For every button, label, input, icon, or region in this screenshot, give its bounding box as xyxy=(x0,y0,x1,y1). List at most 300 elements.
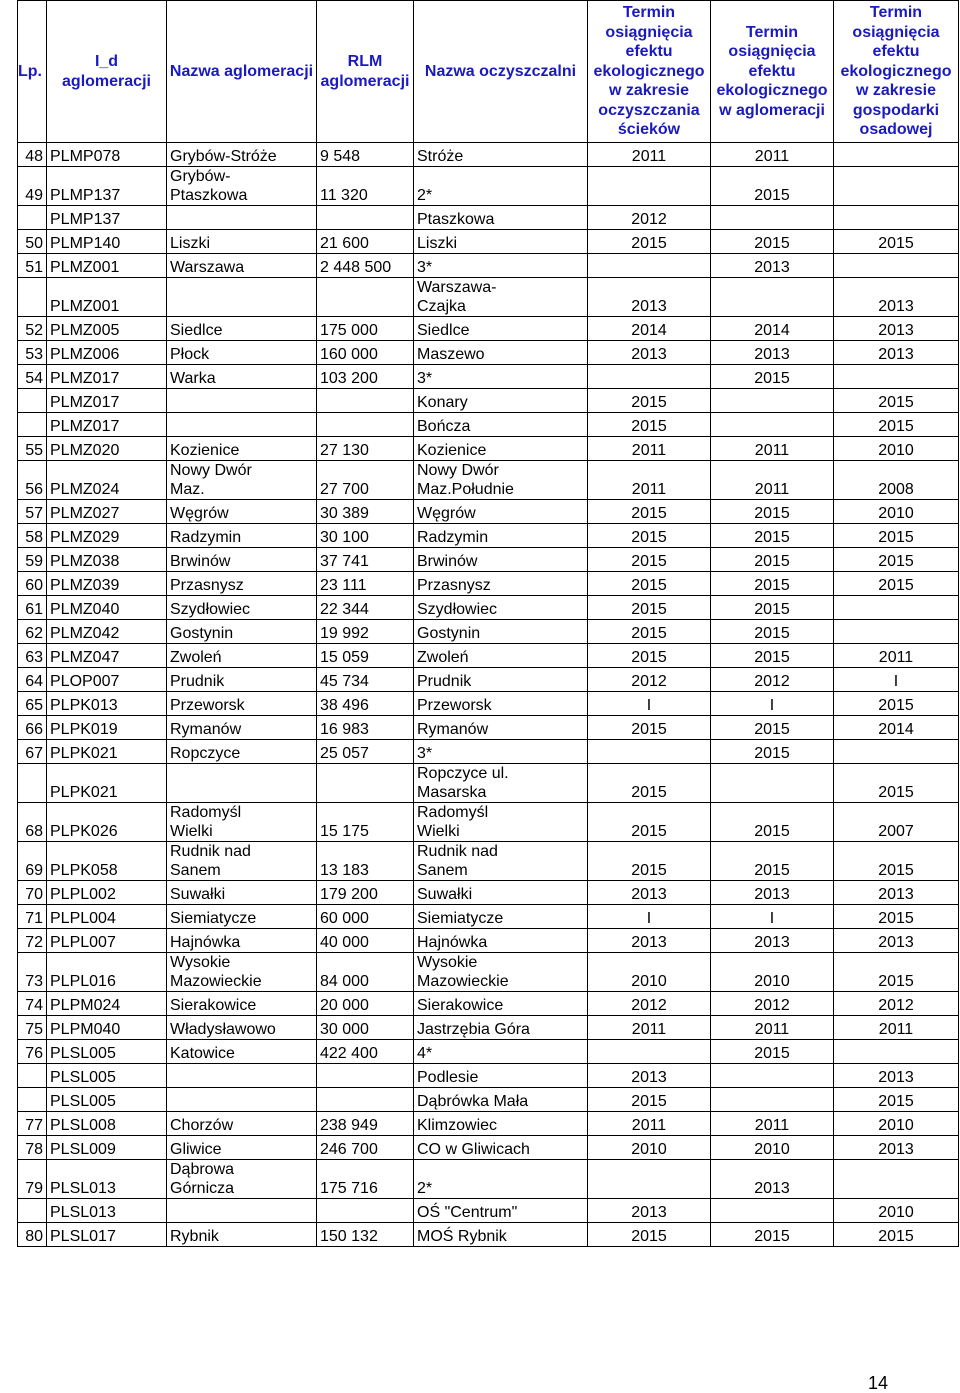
table-row xyxy=(18,500,959,524)
cell-term-plant: I xyxy=(588,692,711,716)
cell-plant: Przasnysz xyxy=(414,572,588,596)
cell-term-household: 2013 xyxy=(834,881,959,905)
cell-term-aglo: 2015 xyxy=(711,572,834,596)
cell-rlm: 103 200 xyxy=(317,365,414,389)
cell-term-plant: 2015 xyxy=(588,764,711,803)
table-row xyxy=(18,278,959,317)
cell-id: PLMZ029 xyxy=(47,524,167,548)
cell-term-plant: 2013 xyxy=(588,278,711,317)
cell-name xyxy=(167,278,317,317)
table-row xyxy=(18,341,959,365)
cell-id: PLMZ038 xyxy=(47,548,167,572)
cell-rlm: 179 200 xyxy=(317,881,414,905)
cell-term-plant xyxy=(588,365,711,389)
cell-term-plant: 2015 xyxy=(588,620,711,644)
table-row xyxy=(18,716,959,740)
cell-plant: Jastrzębia Góra xyxy=(414,1016,588,1040)
cell-plant: Rymanów xyxy=(414,716,588,740)
cell-term-aglo: 2015 xyxy=(711,1223,834,1247)
cell-rlm: 45 734 xyxy=(317,668,414,692)
cell-plant: Sierakowice xyxy=(414,992,588,1016)
cell-term-plant: 2015 xyxy=(588,1223,711,1247)
cell-plant: Warszawa- Czajka xyxy=(414,278,588,317)
cell-name: Siemiatycze xyxy=(167,905,317,929)
cell-term-plant: 2011 xyxy=(588,1016,711,1040)
cell-name: Gliwice xyxy=(167,1136,317,1160)
cell-term-aglo: 2014 xyxy=(711,317,834,341)
cell-term-plant: 2011 xyxy=(588,1112,711,1136)
cell-lp: 75 xyxy=(18,1016,47,1040)
cell-term-plant: 2010 xyxy=(588,953,711,992)
table-row xyxy=(18,1112,959,1136)
cell-name: Wysokie Mazowieckie xyxy=(167,953,317,992)
cell-plant: Ptaszkowa xyxy=(414,206,588,230)
cell-term-aglo: 2011 xyxy=(711,143,834,167)
cell-term-plant: 2015 xyxy=(588,803,711,842)
cell-term-household: 2015 xyxy=(834,524,959,548)
cell-term-aglo: 2015 xyxy=(711,500,834,524)
cell-name: Gostynin xyxy=(167,620,317,644)
table-row xyxy=(18,143,959,167)
cell-term-household xyxy=(834,167,959,206)
cell-lp xyxy=(18,413,47,437)
cell-id: PLMZ020 xyxy=(47,437,167,461)
cell-plant: 2* xyxy=(414,1160,588,1199)
cell-id: PLSL009 xyxy=(47,1136,167,1160)
cell-term-aglo: 2015 xyxy=(711,620,834,644)
cell-term-plant: 2015 xyxy=(588,1088,711,1112)
table-row xyxy=(18,764,959,803)
cell-name: Radomyśl Wielki xyxy=(167,803,317,842)
cell-lp xyxy=(18,1088,47,1112)
table-row xyxy=(18,668,959,692)
cell-term-household xyxy=(834,143,959,167)
cell-rlm: 9 548 xyxy=(317,143,414,167)
cell-name: Szydłowiec xyxy=(167,596,317,620)
cell-term-household: 2015 xyxy=(834,1088,959,1112)
cell-lp: 73 xyxy=(18,953,47,992)
cell-term-household: 2015 xyxy=(834,842,959,881)
cell-name: Dąbrowa Górnicza xyxy=(167,1160,317,1199)
cell-term-aglo: 2015 xyxy=(711,596,834,620)
cell-name: Sierakowice xyxy=(167,992,317,1016)
cell-name: Władysławowo xyxy=(167,1016,317,1040)
cell-name: Suwałki xyxy=(167,881,317,905)
cell-rlm: 20 000 xyxy=(317,992,414,1016)
cell-id: PLPM024 xyxy=(47,992,167,1016)
cell-term-household: 2015 xyxy=(834,389,959,413)
cell-term-aglo: I xyxy=(711,692,834,716)
cell-term-plant: 2015 xyxy=(588,596,711,620)
cell-name xyxy=(167,413,317,437)
cell-term-plant: 2011 xyxy=(588,461,711,500)
cell-lp: 80 xyxy=(18,1223,47,1247)
cell-rlm: 25 057 xyxy=(317,740,414,764)
cell-id: PLMZ005 xyxy=(47,317,167,341)
cell-id: PLMZ024 xyxy=(47,461,167,500)
cell-rlm: 16 983 xyxy=(317,716,414,740)
cell-rlm xyxy=(317,206,414,230)
cell-term-household: 2015 xyxy=(834,413,959,437)
cell-term-plant: 2015 xyxy=(588,572,711,596)
cell-name xyxy=(167,764,317,803)
cell-term-plant: 2015 xyxy=(588,230,711,254)
cell-plant: Hajnówka xyxy=(414,929,588,953)
cell-plant: Bończa xyxy=(414,413,588,437)
cell-term-aglo xyxy=(711,278,834,317)
cell-rlm: 84 000 xyxy=(317,953,414,992)
cell-term-plant: 2012 xyxy=(588,992,711,1016)
table-row xyxy=(18,206,959,230)
cell-term-plant: 2013 xyxy=(588,881,711,905)
cell-term-plant: 2015 xyxy=(588,716,711,740)
cell-plant: Rudnik nad Sanem xyxy=(414,842,588,881)
table-row xyxy=(18,692,959,716)
table-body xyxy=(18,143,959,1247)
cell-plant: Kozienice xyxy=(414,437,588,461)
table-row xyxy=(18,548,959,572)
table-row xyxy=(18,803,959,842)
cell-rlm: 15 059 xyxy=(317,644,414,668)
cell-name: Rudnik nad Sanem xyxy=(167,842,317,881)
cell-term-plant: 2015 xyxy=(588,389,711,413)
table-row xyxy=(18,365,959,389)
cell-term-aglo: 2015 xyxy=(711,842,834,881)
cell-lp: 74 xyxy=(18,992,47,1016)
cell-term-plant: 2013 xyxy=(588,929,711,953)
cell-term-plant xyxy=(588,740,711,764)
cell-rlm: 2 448 500 xyxy=(317,254,414,278)
cell-rlm: 175 000 xyxy=(317,317,414,341)
cell-term-aglo xyxy=(711,1064,834,1088)
table-row xyxy=(18,317,959,341)
cell-term-aglo: 2011 xyxy=(711,437,834,461)
cell-lp: 71 xyxy=(18,905,47,929)
cell-term-aglo: 2015 xyxy=(711,167,834,206)
cell-lp: 68 xyxy=(18,803,47,842)
cell-id: PLMZ006 xyxy=(47,341,167,365)
cell-term-aglo: 2015 xyxy=(711,644,834,668)
cell-id: PLMZ017 xyxy=(47,365,167,389)
cell-plant: Maszewo xyxy=(414,341,588,365)
cell-term-household: 2008 xyxy=(834,461,959,500)
cell-term-plant xyxy=(588,1160,711,1199)
cell-name: Rybnik xyxy=(167,1223,317,1247)
cell-name: Radzymin xyxy=(167,524,317,548)
cell-term-household: 2013 xyxy=(834,1064,959,1088)
cell-term-plant: 2013 xyxy=(588,341,711,365)
cell-id: PLPL004 xyxy=(47,905,167,929)
agglomeration-table xyxy=(17,0,959,1247)
header-term-aglo: Termin osiągnięcia efektu ekologicznego w aglomeracji xyxy=(711,1,834,143)
cell-term-household: 2015 xyxy=(834,764,959,803)
cell-term-aglo: 2010 xyxy=(711,1136,834,1160)
page-number: 14 xyxy=(868,1373,889,1393)
cell-id: PLPM040 xyxy=(47,1016,167,1040)
table-row xyxy=(18,596,959,620)
cell-term-plant: 2015 xyxy=(588,548,711,572)
cell-term-household: 2013 xyxy=(834,341,959,365)
cell-term-aglo xyxy=(711,764,834,803)
cell-name: Zwoleń xyxy=(167,644,317,668)
cell-rlm: 60 000 xyxy=(317,905,414,929)
cell-term-aglo xyxy=(711,413,834,437)
cell-lp: 61 xyxy=(18,596,47,620)
cell-plant: OŚ "Centrum" xyxy=(414,1199,588,1223)
cell-term-household: 2015 xyxy=(834,1223,959,1247)
cell-rlm: 23 111 xyxy=(317,572,414,596)
cell-name: Brwinów xyxy=(167,548,317,572)
cell-term-plant: 2014 xyxy=(588,317,711,341)
header-id: I_d aglomeracji xyxy=(47,1,167,143)
cell-id: PLPK021 xyxy=(47,740,167,764)
cell-rlm xyxy=(317,389,414,413)
cell-id: PLMZ017 xyxy=(47,389,167,413)
cell-term-plant: 2012 xyxy=(588,668,711,692)
cell-id: PLPK013 xyxy=(47,692,167,716)
cell-lp: 67 xyxy=(18,740,47,764)
cell-name: Przeworsk xyxy=(167,692,317,716)
cell-id: PLSL005 xyxy=(47,1064,167,1088)
cell-plant: Stróże xyxy=(414,143,588,167)
header-plant: Nazwa oczyszczalni xyxy=(414,1,588,143)
cell-lp: 54 xyxy=(18,365,47,389)
cell-term-aglo: 2013 xyxy=(711,881,834,905)
cell-id: PLPL002 xyxy=(47,881,167,905)
table-row xyxy=(18,230,959,254)
cell-term-household xyxy=(834,206,959,230)
header-name: Nazwa aglomeracji xyxy=(167,1,317,143)
cell-term-plant: 2015 xyxy=(588,413,711,437)
cell-lp: 79 xyxy=(18,1160,47,1199)
cell-lp: 59 xyxy=(18,548,47,572)
cell-name: Siedlce xyxy=(167,317,317,341)
table-row xyxy=(18,953,959,992)
cell-plant: Wysokie Mazowieckie xyxy=(414,953,588,992)
cell-term-plant: 2011 xyxy=(588,143,711,167)
cell-term-household: 2010 xyxy=(834,1199,959,1223)
cell-name xyxy=(167,1088,317,1112)
cell-rlm: 27 130 xyxy=(317,437,414,461)
cell-name xyxy=(167,389,317,413)
cell-id: PLMP137 xyxy=(47,206,167,230)
cell-plant: Radzymin xyxy=(414,524,588,548)
cell-term-aglo: I xyxy=(711,905,834,929)
cell-lp: 69 xyxy=(18,842,47,881)
cell-rlm: 30 389 xyxy=(317,500,414,524)
table-row xyxy=(18,461,959,500)
cell-id: PLPK019 xyxy=(47,716,167,740)
cell-plant: Ropczyce ul. Masarska xyxy=(414,764,588,803)
cell-id: PLPK026 xyxy=(47,803,167,842)
cell-lp: 52 xyxy=(18,317,47,341)
table-row xyxy=(18,1064,959,1088)
cell-name: Nowy Dwór Maz. xyxy=(167,461,317,500)
cell-plant: Przeworsk xyxy=(414,692,588,716)
cell-lp: 78 xyxy=(18,1136,47,1160)
cell-lp: 63 xyxy=(18,644,47,668)
cell-term-aglo xyxy=(711,1199,834,1223)
table-row xyxy=(18,389,959,413)
cell-plant: 2* xyxy=(414,167,588,206)
cell-lp: 72 xyxy=(18,929,47,953)
cell-id: PLMP137 xyxy=(47,167,167,206)
cell-rlm: 160 000 xyxy=(317,341,414,365)
cell-name: Ropczyce xyxy=(167,740,317,764)
table-row xyxy=(18,881,959,905)
cell-term-household xyxy=(834,1040,959,1064)
cell-term-household: 2011 xyxy=(834,644,959,668)
table-row xyxy=(18,1016,959,1040)
cell-plant: CO w Gliwicach xyxy=(414,1136,588,1160)
cell-term-aglo: 2010 xyxy=(711,953,834,992)
table-row xyxy=(18,524,959,548)
cell-plant: Nowy Dwór Maz.Południe xyxy=(414,461,588,500)
cell-name: Warka xyxy=(167,365,317,389)
table-row xyxy=(18,437,959,461)
cell-term-household: I xyxy=(834,668,959,692)
cell-id: PLSL013 xyxy=(47,1199,167,1223)
cell-plant: Węgrów xyxy=(414,500,588,524)
cell-plant: Dąbrówka Mała xyxy=(414,1088,588,1112)
cell-term-household: 2015 xyxy=(834,230,959,254)
cell-rlm: 238 949 xyxy=(317,1112,414,1136)
cell-term-plant: 2013 xyxy=(588,1064,711,1088)
cell-name: Prudnik xyxy=(167,668,317,692)
cell-term-plant: 2015 xyxy=(588,842,711,881)
cell-term-household xyxy=(834,620,959,644)
cell-lp: 56 xyxy=(18,461,47,500)
cell-term-aglo xyxy=(711,389,834,413)
cell-lp: 57 xyxy=(18,500,47,524)
cell-plant: Podlesie xyxy=(414,1064,588,1088)
cell-term-household: 2012 xyxy=(834,992,959,1016)
cell-plant: 3* xyxy=(414,254,588,278)
cell-plant: Prudnik xyxy=(414,668,588,692)
cell-plant: 4* xyxy=(414,1040,588,1064)
cell-term-household xyxy=(834,365,959,389)
cell-term-plant xyxy=(588,254,711,278)
cell-id: PLMZ040 xyxy=(47,596,167,620)
cell-plant: 3* xyxy=(414,365,588,389)
cell-rlm: 19 992 xyxy=(317,620,414,644)
cell-term-household: 2013 xyxy=(834,929,959,953)
header-term-household: Termin osiągnięcia efektu ekologicznego w zakresie gospodarki osadowej xyxy=(834,1,959,143)
cell-plant: Szydłowiec xyxy=(414,596,588,620)
table-row xyxy=(18,644,959,668)
cell-term-aglo: 2011 xyxy=(711,1016,834,1040)
cell-term-plant xyxy=(588,167,711,206)
table-row xyxy=(18,740,959,764)
cell-id: PLSL005 xyxy=(47,1040,167,1064)
cell-name: Grybów- Ptaszkowa xyxy=(167,167,317,206)
cell-plant: 3* xyxy=(414,740,588,764)
cell-rlm xyxy=(317,1064,414,1088)
cell-term-aglo: 2015 xyxy=(711,548,834,572)
table-row xyxy=(18,1040,959,1064)
cell-rlm: 13 183 xyxy=(317,842,414,881)
cell-term-household: 2015 xyxy=(834,905,959,929)
cell-term-plant: 2013 xyxy=(588,1199,711,1223)
cell-lp: 51 xyxy=(18,254,47,278)
cell-id: PLMZ042 xyxy=(47,620,167,644)
cell-id: PLSL013 xyxy=(47,1160,167,1199)
cell-term-household: 2013 xyxy=(834,278,959,317)
cell-rlm xyxy=(317,1199,414,1223)
table-row xyxy=(18,413,959,437)
cell-lp: 60 xyxy=(18,572,47,596)
cell-term-plant: 2015 xyxy=(588,500,711,524)
cell-name: Przasnysz xyxy=(167,572,317,596)
cell-id: PLOP007 xyxy=(47,668,167,692)
cell-term-household xyxy=(834,254,959,278)
cell-term-household: 2013 xyxy=(834,317,959,341)
cell-term-aglo: 2013 xyxy=(711,341,834,365)
cell-name: Kozienice xyxy=(167,437,317,461)
cell-lp: 77 xyxy=(18,1112,47,1136)
header-rlm: RLM aglomeracji xyxy=(317,1,414,143)
cell-plant: MOŚ Rybnik xyxy=(414,1223,588,1247)
cell-id: PLMZ047 xyxy=(47,644,167,668)
cell-term-household: 2011 xyxy=(834,1016,959,1040)
cell-rlm: 150 132 xyxy=(317,1223,414,1247)
table-row xyxy=(18,842,959,881)
cell-name: Rymanów xyxy=(167,716,317,740)
cell-id: PLSL017 xyxy=(47,1223,167,1247)
cell-rlm: 30 100 xyxy=(317,524,414,548)
cell-rlm xyxy=(317,764,414,803)
table-row xyxy=(18,167,959,206)
cell-id: PLSL008 xyxy=(47,1112,167,1136)
cell-rlm: 27 700 xyxy=(317,461,414,500)
table-row xyxy=(18,1088,959,1112)
cell-rlm xyxy=(317,1088,414,1112)
cell-plant: Gostynin xyxy=(414,620,588,644)
cell-term-aglo: 2015 xyxy=(711,524,834,548)
cell-lp: 62 xyxy=(18,620,47,644)
cell-lp xyxy=(18,206,47,230)
cell-id: PLSL005 xyxy=(47,1088,167,1112)
cell-term-household: 2015 xyxy=(834,692,959,716)
cell-term-aglo: 2011 xyxy=(711,1112,834,1136)
cell-term-household: 2015 xyxy=(834,548,959,572)
cell-name: Hajnówka xyxy=(167,929,317,953)
cell-term-aglo: 2011 xyxy=(711,461,834,500)
cell-term-household xyxy=(834,596,959,620)
cell-term-household: 2015 xyxy=(834,953,959,992)
cell-lp: 66 xyxy=(18,716,47,740)
cell-lp: 48 xyxy=(18,143,47,167)
cell-term-household xyxy=(834,1160,959,1199)
cell-name xyxy=(167,1064,317,1088)
cell-name: Grybów-Stróże xyxy=(167,143,317,167)
cell-plant: Klimzowiec xyxy=(414,1112,588,1136)
cell-term-household: 2010 xyxy=(834,500,959,524)
table-row xyxy=(18,1223,959,1247)
cell-rlm: 11 320 xyxy=(317,167,414,206)
cell-rlm: 15 175 xyxy=(317,803,414,842)
header-lp: Lp. xyxy=(18,1,47,143)
cell-rlm: 21 600 xyxy=(317,230,414,254)
table-row xyxy=(18,254,959,278)
cell-id: PLPL016 xyxy=(47,953,167,992)
cell-plant: Liszki xyxy=(414,230,588,254)
cell-lp: 70 xyxy=(18,881,47,905)
cell-term-household: 2013 xyxy=(834,1136,959,1160)
cell-plant: Siemiatycze xyxy=(414,905,588,929)
cell-name: Węgrów xyxy=(167,500,317,524)
header-row xyxy=(18,1,959,143)
